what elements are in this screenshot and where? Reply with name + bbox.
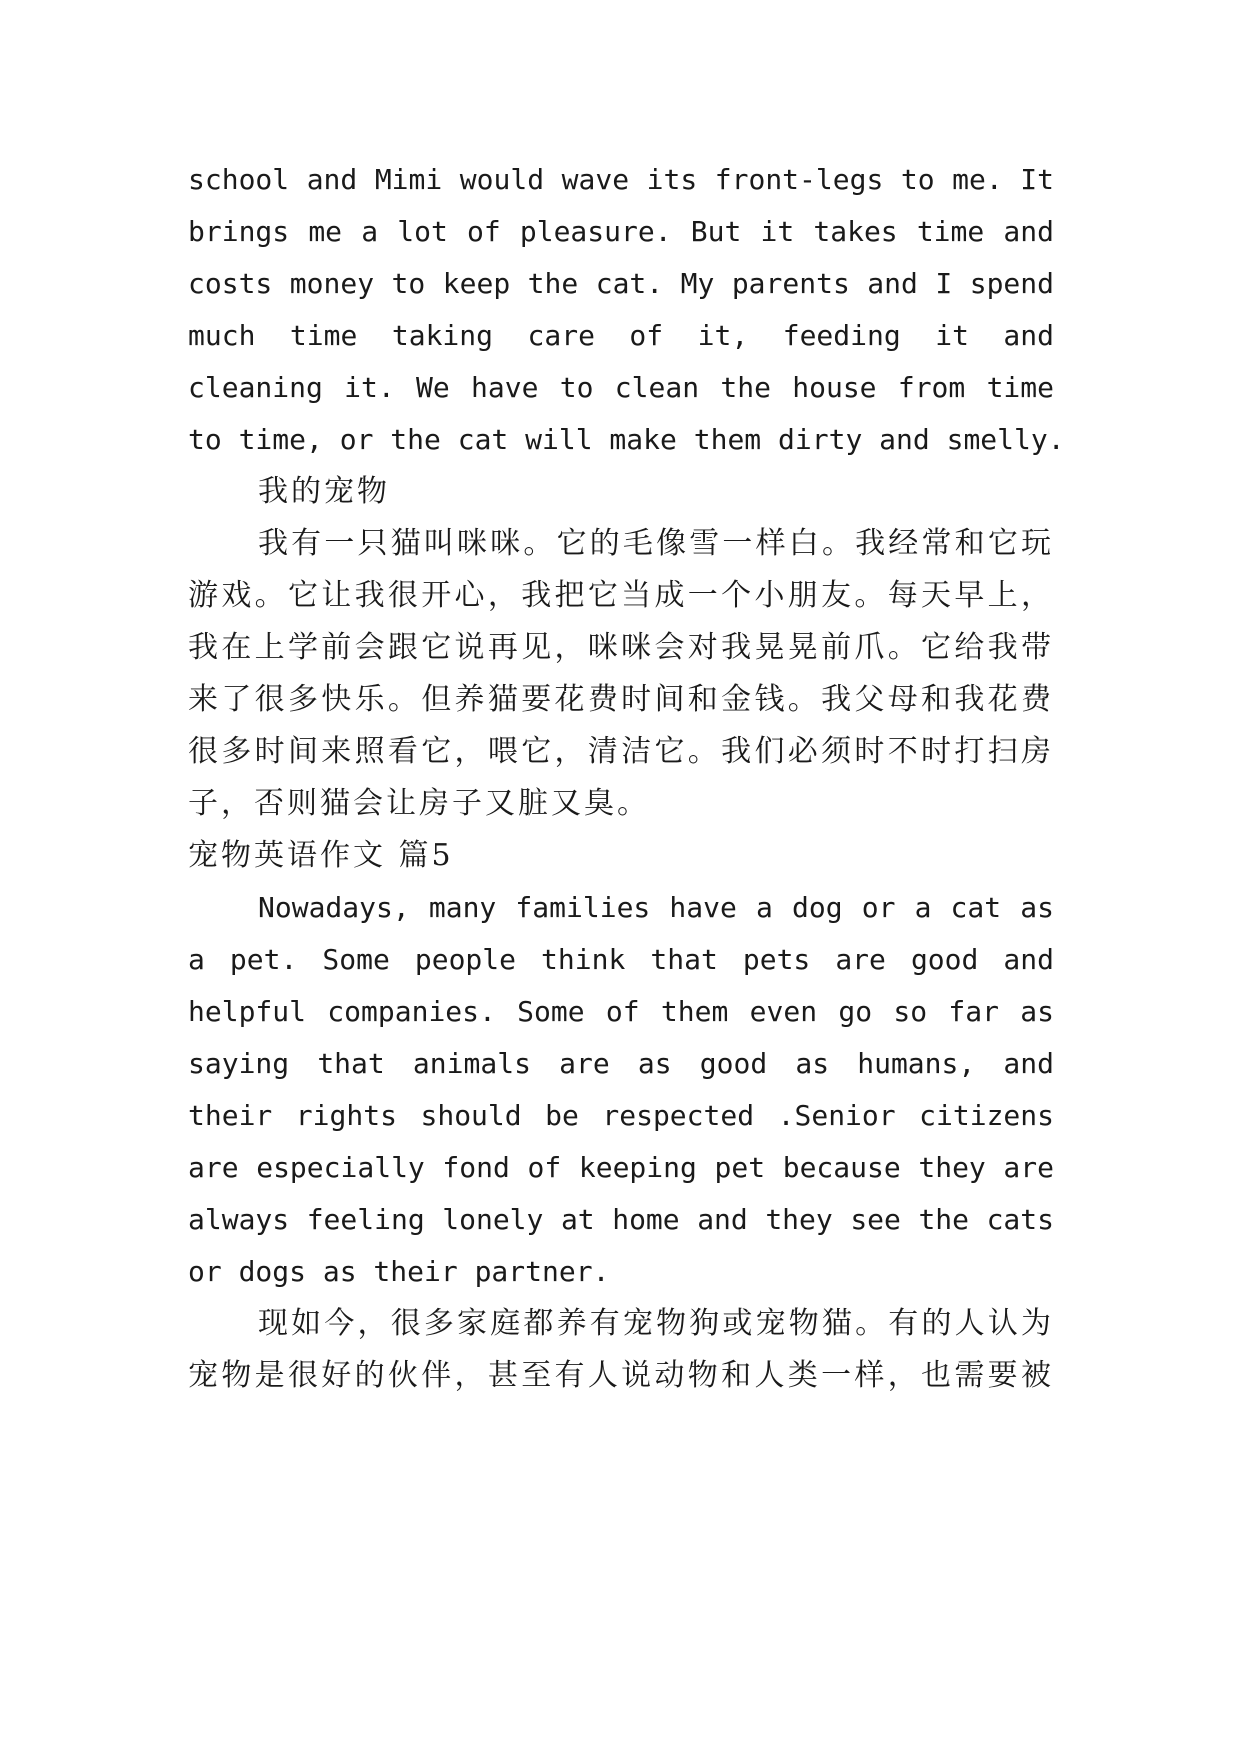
text-line-10: saying that animals are as good as humans, and <box>188 1047 1054 1080</box>
text-line-cn-7: 现如今，很多家庭都养有宠物狗或宠物猫。有的人认为 <box>258 1306 1054 1341</box>
text-line-5: cleaning it. We have to clean the house from time <box>188 371 1054 404</box>
text-line-cn-5: 很多时间来照看它，喂它，清洁它。我们必须时不时打扫房 <box>188 734 1054 769</box>
text-line-2: brings me a lot of pleasure. But it takes time and <box>188 215 1054 248</box>
text-line-12: are especially fond of keeping pet because they are <box>188 1151 1054 1184</box>
text-line-6: to time, or the cat will make them dirty and smelly. <box>188 423 1065 456</box>
text-line-14: or dogs as their partner. <box>188 1255 610 1288</box>
text-line-7: Nowadays, many families have a dog or a cat as <box>258 891 1054 924</box>
text-line-13: always feeling lonely at home and they see the cats <box>188 1203 1054 1236</box>
text-line-cn-6: 子，否则猫会让房子又脏又臭。 <box>188 786 650 821</box>
text-line-3: costs money to keep the cat. My parents and I spend <box>188 267 1054 300</box>
text-line-4: much time taking care of it, feeding it and <box>188 319 1054 352</box>
text-line-cn-8: 宠物是很好的伙伴，甚至有人说动物和人类一样，也需要被 <box>188 1358 1054 1393</box>
section-heading-my-pet: 我的宠物 <box>258 474 390 509</box>
text-line-8: a pet. Some people think that pets are good and <box>188 943 1054 976</box>
text-line-11: their rights should be respected .Senior citizens <box>188 1099 1054 1132</box>
essay-heading: 宠物英语作文 篇5 <box>188 838 454 873</box>
text-line-1: school and Mimi would wave its front-legs to me. It <box>188 163 1054 196</box>
text-line-cn-4: 来了很多快乐。但养猫要花费时间和金钱。我父母和我花费 <box>188 682 1054 717</box>
text-line-cn-3: 我在上学前会跟它说再见，咪咪会对我晃晃前爪。它给我带 <box>188 630 1054 665</box>
text-line-cn-1: 我有一只猫叫咪咪。它的毛像雪一样白。我经常和它玩 <box>258 526 1054 561</box>
text-line-9: helpful companies. Some of them even go so far as <box>188 995 1054 1028</box>
text-line-cn-2: 游戏。它让我很开心，我把它当成一个小朋友。每天早上， <box>188 578 1054 613</box>
